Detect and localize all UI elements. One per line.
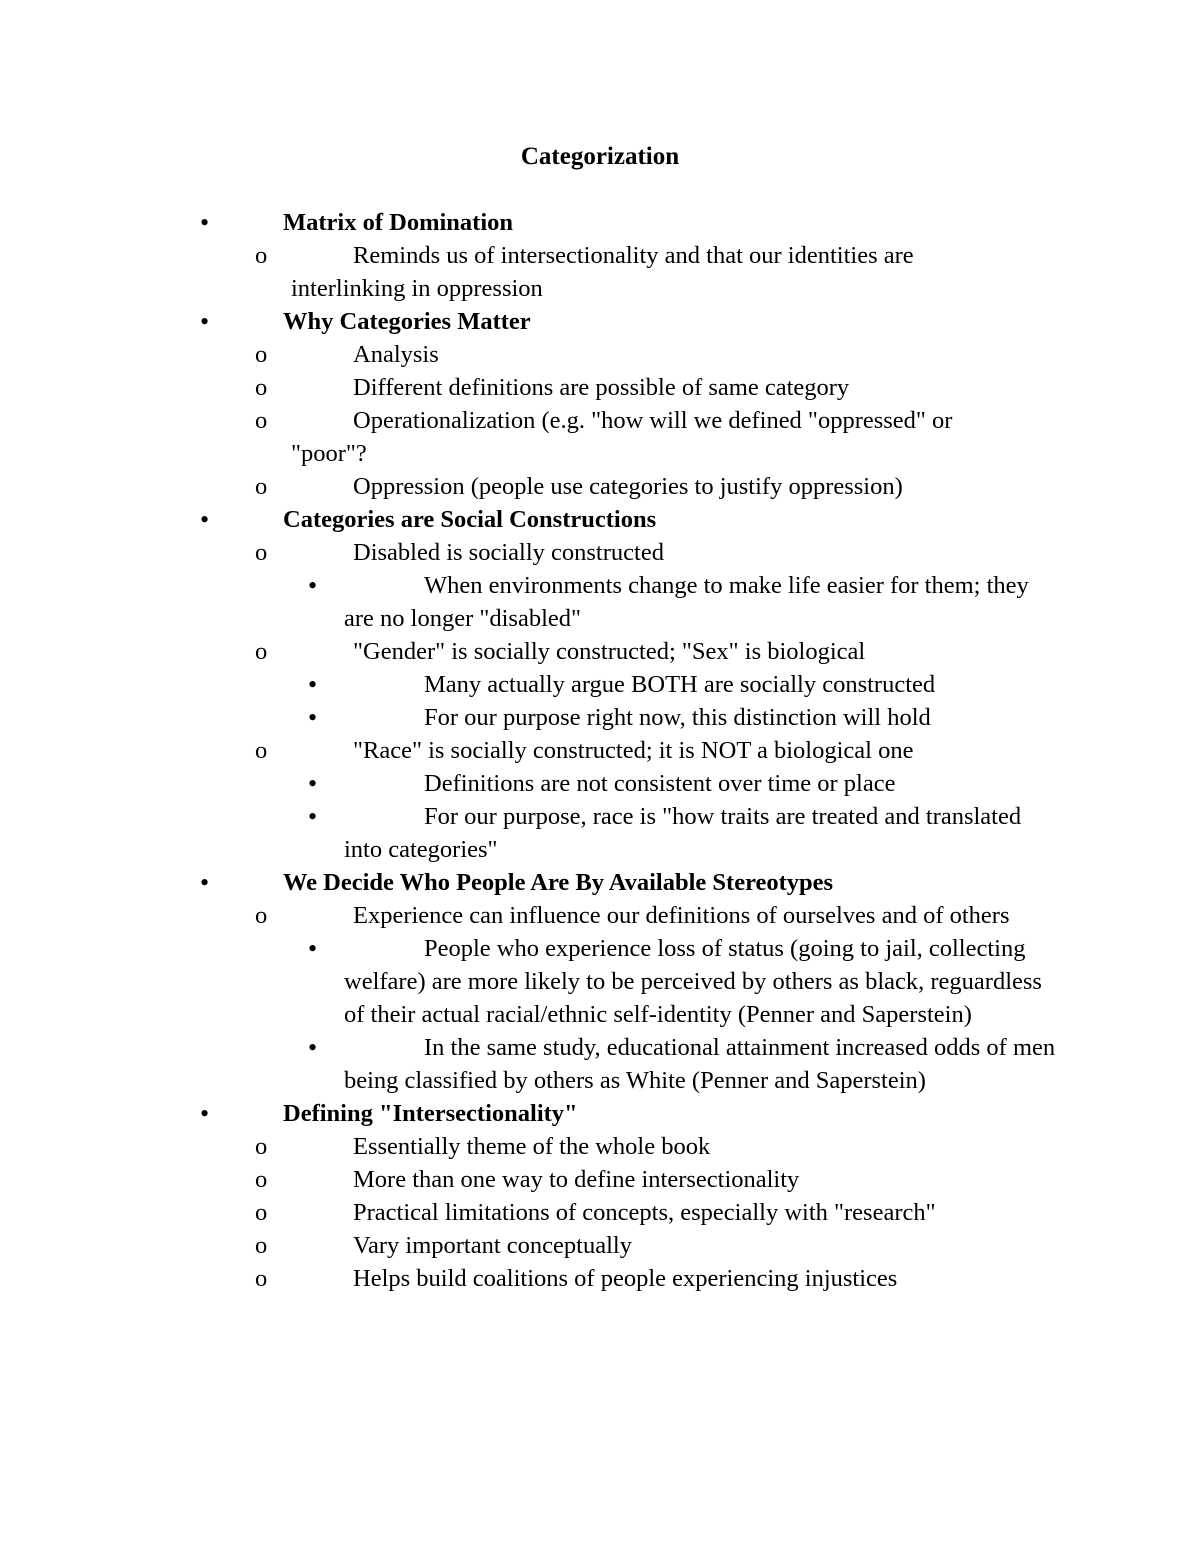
list-item-text: Practical limitations of concepts, especially with "research" [353, 1199, 936, 1226]
section-heading-text: We Decide Who People Are By Available Stereotypes [283, 869, 834, 896]
bullet-icon: • [308, 802, 318, 831]
bullet-icon: • [200, 505, 210, 534]
list-item-text: Experience can influence our definitions of ourselves and of others [353, 902, 1010, 929]
circle-bullet-icon: o [255, 1133, 268, 1160]
list-item [0, 1130, 1031, 1163]
sub-list-item-text: In the same study, educational attainment increased odds of men being classified by others as White (Penner and Saperstein) [344, 1034, 1056, 1094]
list-item-text: Vary important conceptually [353, 1232, 632, 1259]
list-item [0, 1196, 1031, 1229]
sub-list-item [0, 569, 1059, 635]
circle-bullet-icon: o [255, 737, 268, 764]
list-item [0, 1229, 1031, 1262]
list-item-text: Reminds us of intersectionality and that our identities are interlinking in oppression [291, 242, 914, 302]
bullet-icon: • [308, 571, 318, 600]
sub-list-item [0, 800, 1059, 866]
list-item [0, 635, 1031, 668]
circle-bullet-icon: o [255, 1166, 268, 1193]
sub-list-item-text: For our purpose right now, this distinction will hold [424, 704, 931, 731]
bullet-icon: • [200, 208, 210, 237]
list-item-text: Disabled is socially constructed [353, 539, 664, 566]
bullet-icon: • [200, 307, 210, 336]
bullet-icon: • [308, 1033, 318, 1062]
circle-bullet-icon: o [255, 1265, 268, 1292]
circle-bullet-icon: o [255, 374, 268, 401]
section-heading [0, 305, 1200, 338]
list-item-text: More than one way to define intersectionality [353, 1166, 800, 1193]
sub-list-item [0, 932, 1059, 1031]
list-item-text: Operationalization (e.g. "how will we defined "oppressed" or "poor"? [291, 407, 953, 467]
list-item [0, 404, 1031, 470]
list-item [0, 1262, 1031, 1295]
sub-list-item [0, 1031, 1059, 1097]
list-item-text: Essentially theme of the whole book [353, 1133, 711, 1160]
list-item [0, 371, 1031, 404]
circle-bullet-icon: o [255, 1199, 268, 1226]
section-heading [0, 866, 1200, 899]
list-item-text: Oppression (people use categories to justify oppression) [353, 473, 903, 500]
sub-list-item-text: When environments change to make life easier for them; they are no longer "disabled" [344, 572, 1029, 632]
section-heading-text: Why Categories Matter [283, 308, 531, 335]
circle-bullet-icon: o [255, 638, 268, 665]
circle-bullet-icon: o [255, 242, 268, 269]
list-item-text: "Gender" is socially constructed; "Sex" is biological [353, 638, 866, 665]
bullet-icon: • [200, 1099, 210, 1128]
sub-list-item-text: People who experience loss of status (going to jail, collecting welfare) are more likely to be perceived by others as black, reguardless of their actual racial/ethnic self-identity (Penner and Saperstein) [344, 935, 1042, 1028]
list-item-text: "Race" is socially constructed; it is NOT a biological one [353, 737, 914, 764]
sub-list-item-text: For our purpose, race is "how traits are treated and translated into categories" [344, 803, 1022, 863]
list-item [0, 536, 1031, 569]
section-heading [0, 1097, 1200, 1130]
list-item [0, 1163, 1031, 1196]
list-item [0, 734, 1031, 767]
circle-bullet-icon: o [255, 902, 268, 929]
bullet-icon: • [308, 703, 318, 732]
sub-list-item-text: Definitions are not consistent over time or place [424, 770, 896, 797]
list-item [0, 338, 1031, 371]
bullet-icon: • [308, 670, 318, 699]
circle-bullet-icon: o [255, 1232, 268, 1259]
list-item [0, 899, 1031, 932]
circle-bullet-icon: o [255, 473, 268, 500]
section-heading-text: Defining "Intersectionality" [283, 1100, 578, 1127]
sub-list-item [0, 767, 1059, 800]
document-title: Categorization [520, 143, 680, 170]
bullet-icon: • [308, 769, 318, 798]
bullet-icon: • [200, 868, 210, 897]
circle-bullet-icon: o [255, 407, 268, 434]
circle-bullet-icon: o [255, 341, 268, 368]
circle-bullet-icon: o [255, 539, 268, 566]
outline-list [0, 206, 1200, 1295]
list-item [0, 239, 1031, 305]
bullet-icon: • [308, 934, 318, 963]
section-heading-text: Matrix of Domination [283, 209, 513, 236]
list-item-text: Analysis [353, 341, 439, 368]
section-heading [0, 503, 1200, 536]
list-item [0, 470, 1031, 503]
list-item-text: Different definitions are possible of same category [353, 374, 850, 401]
sub-list-item [0, 668, 1059, 701]
section-heading [0, 206, 1200, 239]
section-heading-text: Categories are Social Constructions [283, 506, 657, 533]
list-item-text: Helps build coalitions of people experiencing injustices [353, 1265, 898, 1292]
sub-list-item [0, 701, 1059, 734]
sub-list-item-text: Many actually argue BOTH are socially constructed [424, 671, 936, 698]
